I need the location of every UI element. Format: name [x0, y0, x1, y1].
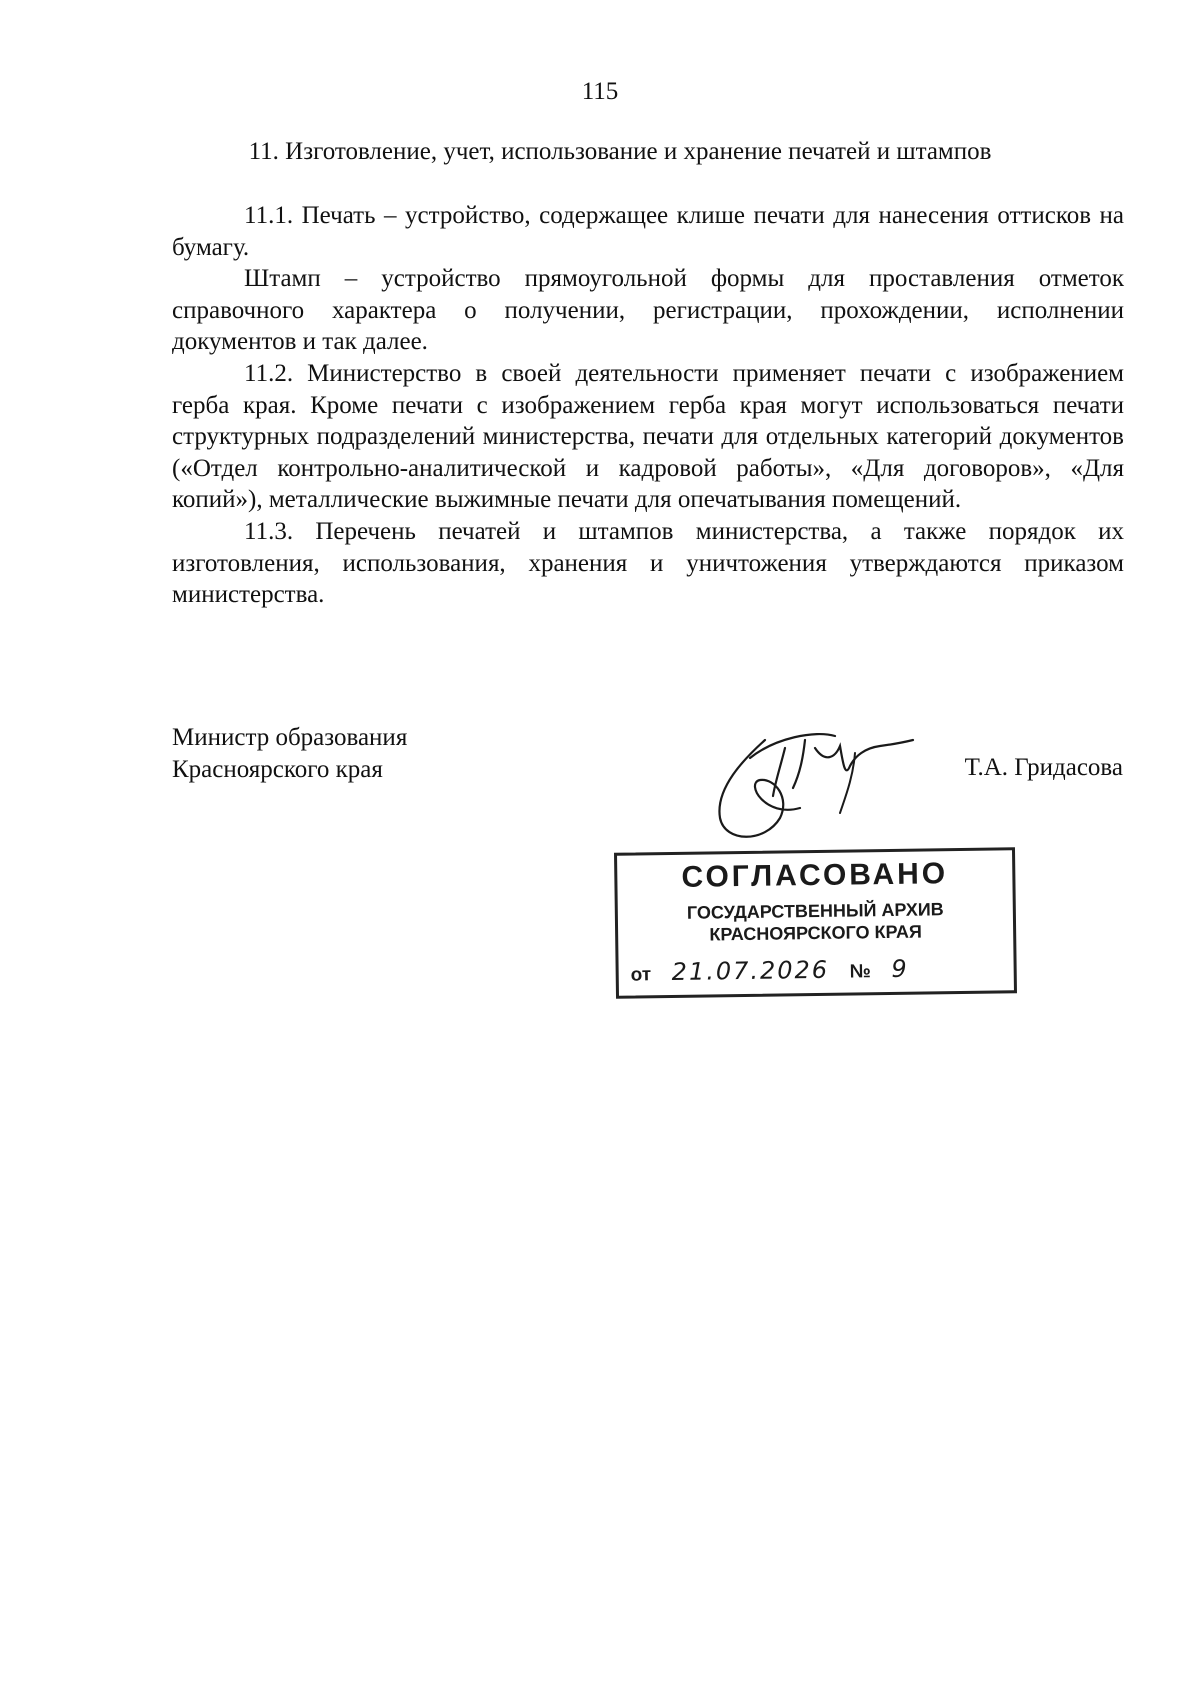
- stamp-number-prefix: №: [849, 961, 872, 983]
- paragraph-11-3: 11.3. Перечень печатей и штампов министерства, а также порядок их изготовления, использования, хранения и уничтожения утверждаются приказом министерства.: [172, 517, 1124, 609]
- page-number: 115: [581, 78, 619, 105]
- signer-position: [172, 722, 407, 786]
- paragraph-11-2: 11.2. Министерство в своей деятельности применяет печати с изображением герба края. Кроме печати с изображением герба края могут использоваться печати структурных подразделений министерства, печати для отдельных категорий документов («Отдел контрольно-аналитической и кадровой работы», «Для договоров», «Для копий»), металлические выжимные печати для опечатывания помещений.: [172, 359, 1124, 514]
- signer-name: Т.А. Гридасова: [964, 754, 1123, 781]
- stamp-organization-line2: КРАСНОЯРСКОГО КРАЯ: [709, 921, 923, 945]
- stamp-date-row: [630, 955, 908, 987]
- section-title: 11. Изготовление, учет, использование и хранение печатей и штампов: [248, 138, 992, 165]
- stamp-organization-line1: ГОСУДАРСТВЕННЫЙ АРХИВ: [686, 899, 944, 923]
- signer-position-line1: Министр образования: [172, 724, 408, 751]
- signer-position-line2: Красноярского края: [172, 756, 383, 783]
- handwritten-signature: [705, 718, 915, 848]
- approval-stamp: [614, 847, 1017, 999]
- paragraph-stamp-definition: Штамп – устройство прямоугольной формы для проставления отметок справочного характера о получении, регистрации, прохождении, исполнении документов и так далее.: [172, 265, 1124, 356]
- stamp-date-prefix: от: [630, 964, 652, 986]
- document-body: [172, 200, 1124, 611]
- stamp-title: СОГЛАСОВАНО: [681, 857, 949, 894]
- stamp-number: 9: [891, 954, 909, 983]
- stamp-date: 21.07.2026: [671, 955, 830, 987]
- paragraph-11-1: 11.1. Печать – устройство, содержащее клише печати для нанесения оттисков на бумагу.: [172, 202, 1124, 261]
